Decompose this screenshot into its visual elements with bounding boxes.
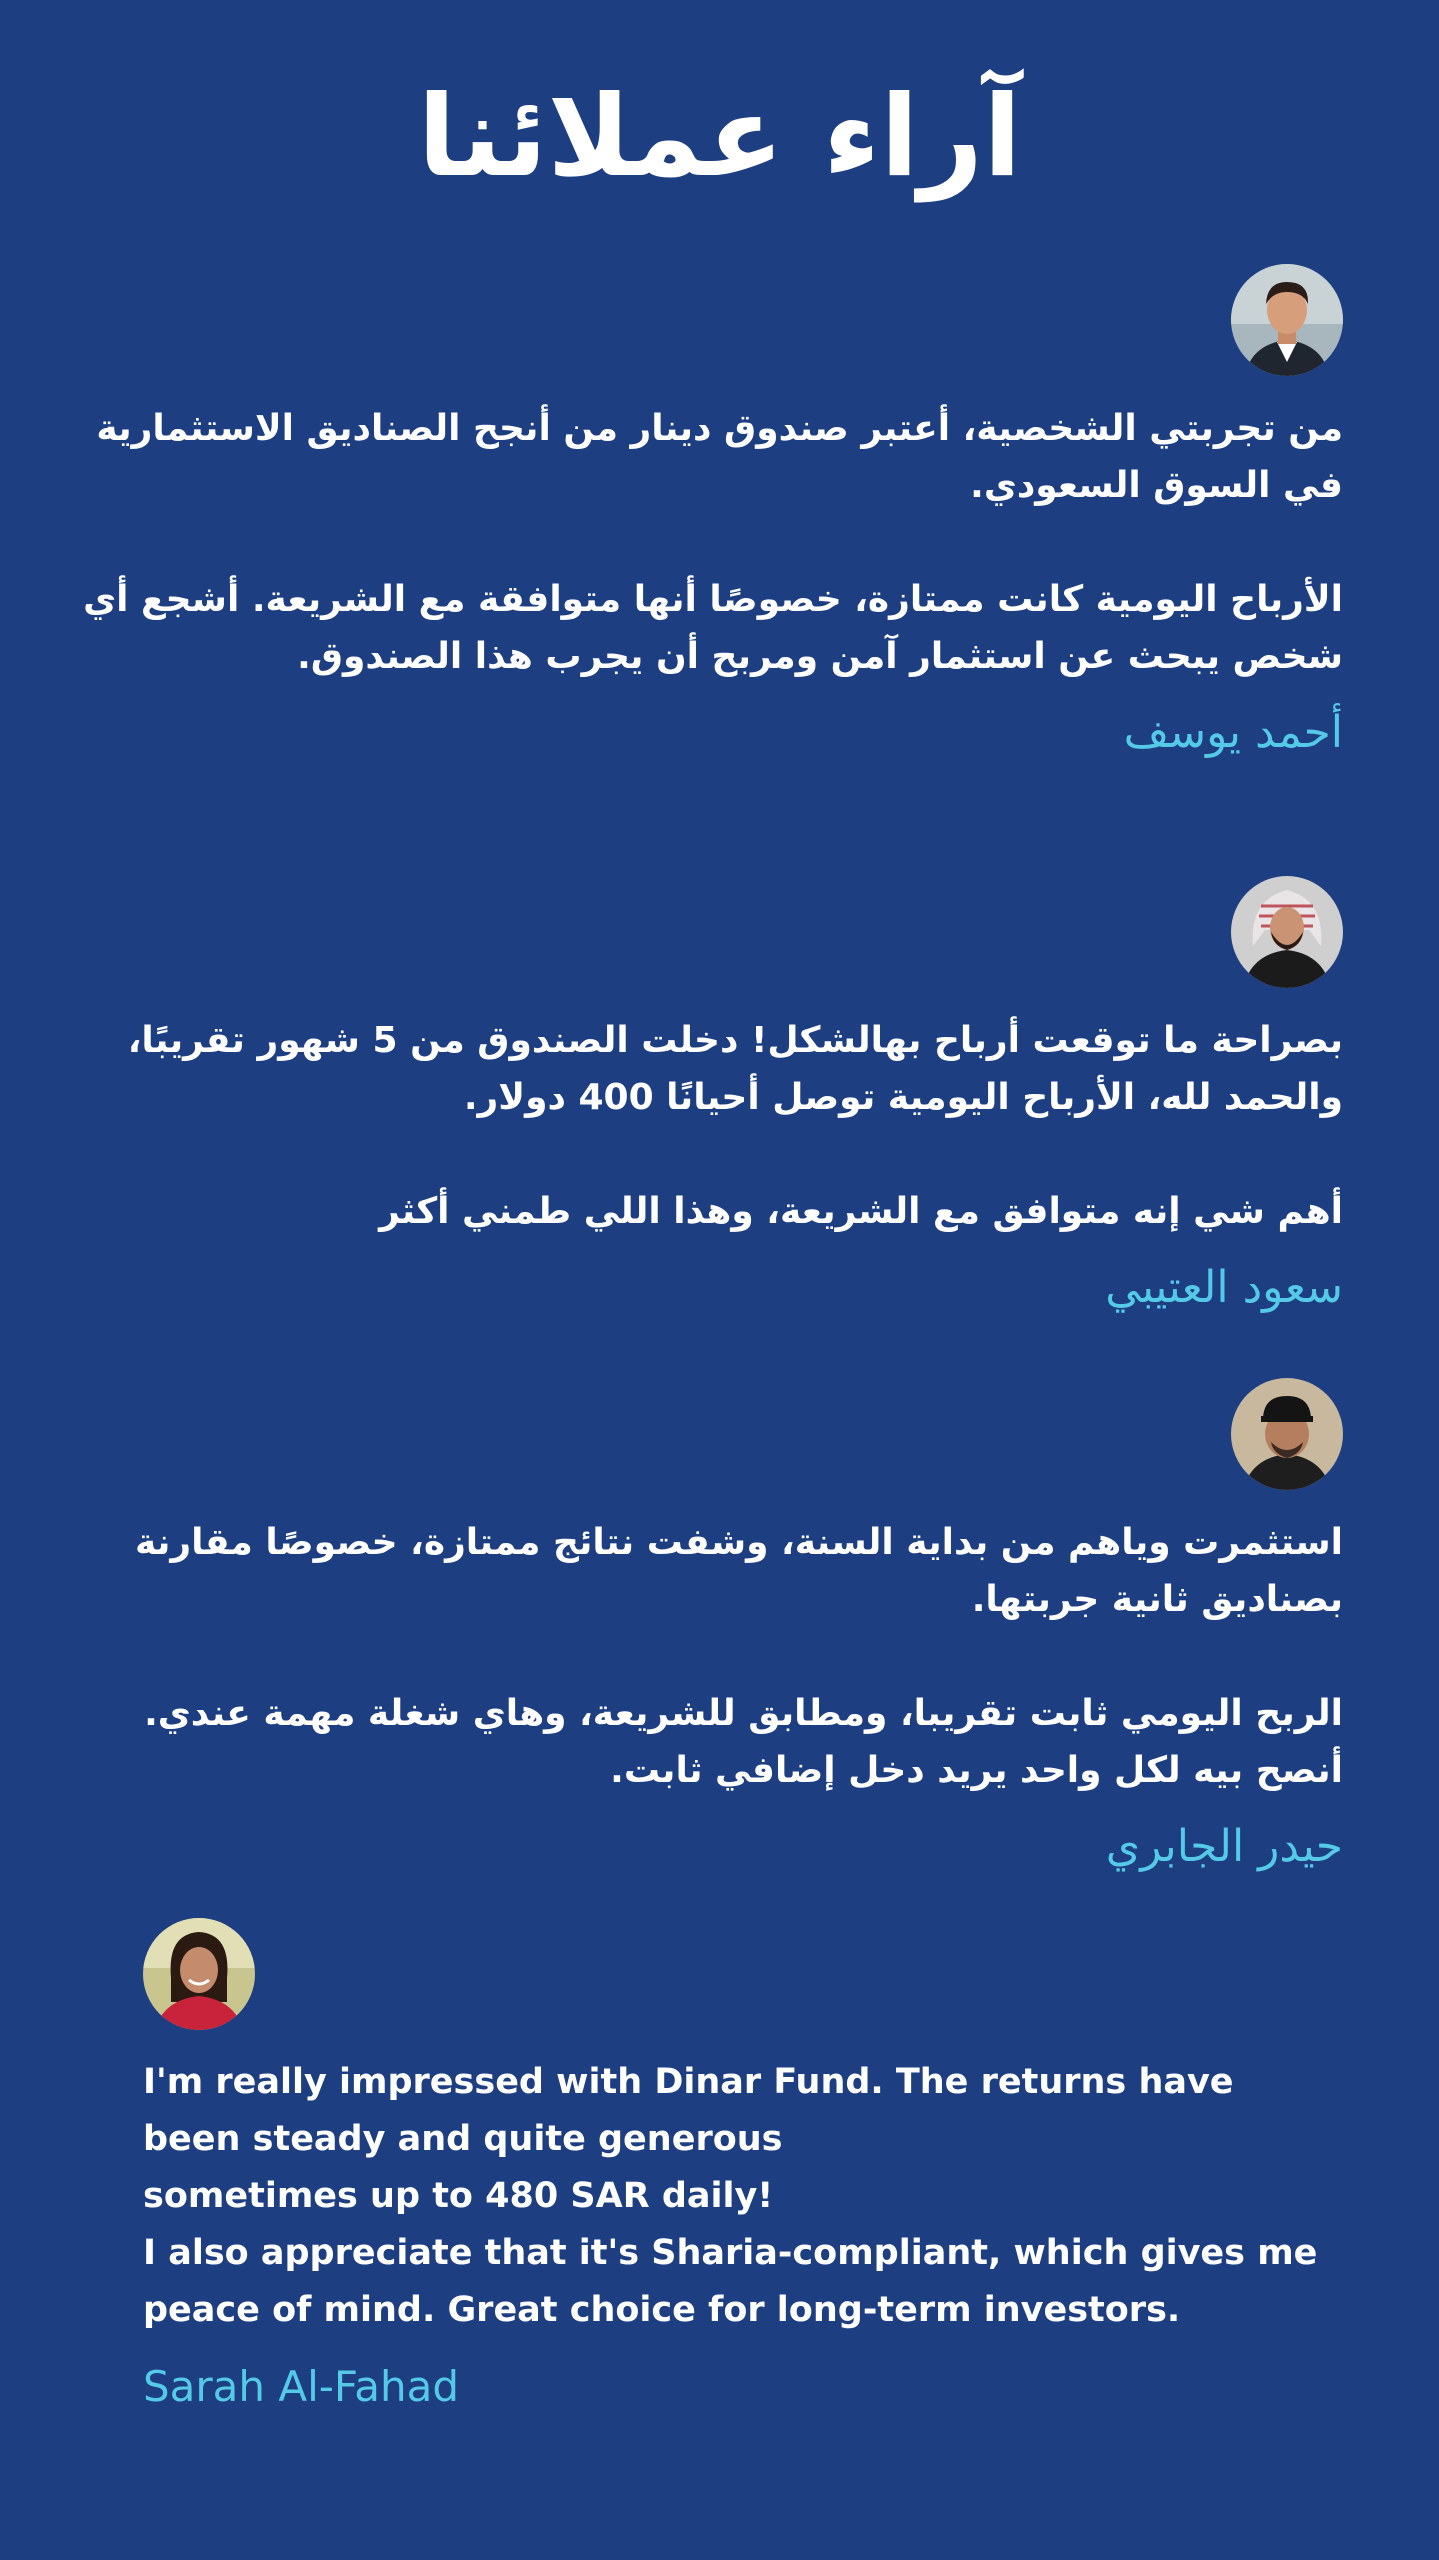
avatar xyxy=(1231,264,1343,376)
testimonial-text: I'm really impressed with Dinar Fund. The returns have been steady and quite generous xyxy=(143,2062,1234,2159)
customer-name: Sarah Al-Fahad xyxy=(143,2362,459,2411)
testimonial-text: الأرباح اليومية كانت ممتازة، خصوصًا أنها متوافقة مع الشريعة. أشجع أي شخص يبحث عن استثمار آمن ومربح أن يجرب هذا الصندوق. xyxy=(83,579,1343,677)
avatar xyxy=(143,1918,255,2030)
customer-name: سعود العتيبي xyxy=(1105,1262,1343,1313)
testimonial-text: I also appreciate that it's Sharia-compliant, which gives me peace of mind. Great choice for long-term investors. xyxy=(143,2233,1318,2330)
testimonial-card-2 xyxy=(83,876,1343,1318)
avatar xyxy=(1231,1378,1343,1490)
testimonial-text: بصراحة ما توقعت أرباح بهالشكل! دخلت الصندوق من 5 شهور تقريبًا، والحمد لله، الأرباح اليومية توصل أحيانًا 400 دولار. xyxy=(127,1020,1343,1118)
testimonial-card-1 xyxy=(83,264,1343,763)
testimonial-text: استثمرت وياهم من بداية السنة، وشفت نتائج ممتازة، خصوصًا مقارنة بصناديق ثانية جربتها. xyxy=(135,1522,1343,1620)
avatar-man-cap-icon xyxy=(1231,1378,1343,1490)
testimonial-text: الربح اليومي ثابت تقريبا، ومطابق للشريعة، وهاي شغلة مهمة عندي. أنصح بيه لكل واحد يريد دخل إضافي ثابت. xyxy=(144,1693,1343,1791)
testimonial-card-3 xyxy=(83,1378,1343,1877)
customer-name: حيدر الجابري xyxy=(1105,1821,1343,1872)
avatar-woman-icon xyxy=(143,1918,255,2030)
page-title: آراء عملائنا xyxy=(417,72,1022,202)
testimonial-card-4 xyxy=(143,1918,1343,2417)
avatar xyxy=(1231,876,1343,988)
testimonial-text: أهم شي إنه متوافق مع الشريعة، وهذا اللي طمني أكثر xyxy=(379,1191,1343,1232)
testimonial-text: من تجربتي الشخصية، أعتبر صندوق دينار من أنجح الصناديق الاستثمارية في السوق السعودي. xyxy=(96,408,1343,506)
avatar-man-suit-icon xyxy=(1231,264,1343,376)
avatar-man-shemagh-icon xyxy=(1231,876,1343,988)
customer-name: أحمد يوسف xyxy=(1123,707,1343,758)
testimonial-text: sometimes up to 480 SAR daily! xyxy=(143,2176,774,2216)
